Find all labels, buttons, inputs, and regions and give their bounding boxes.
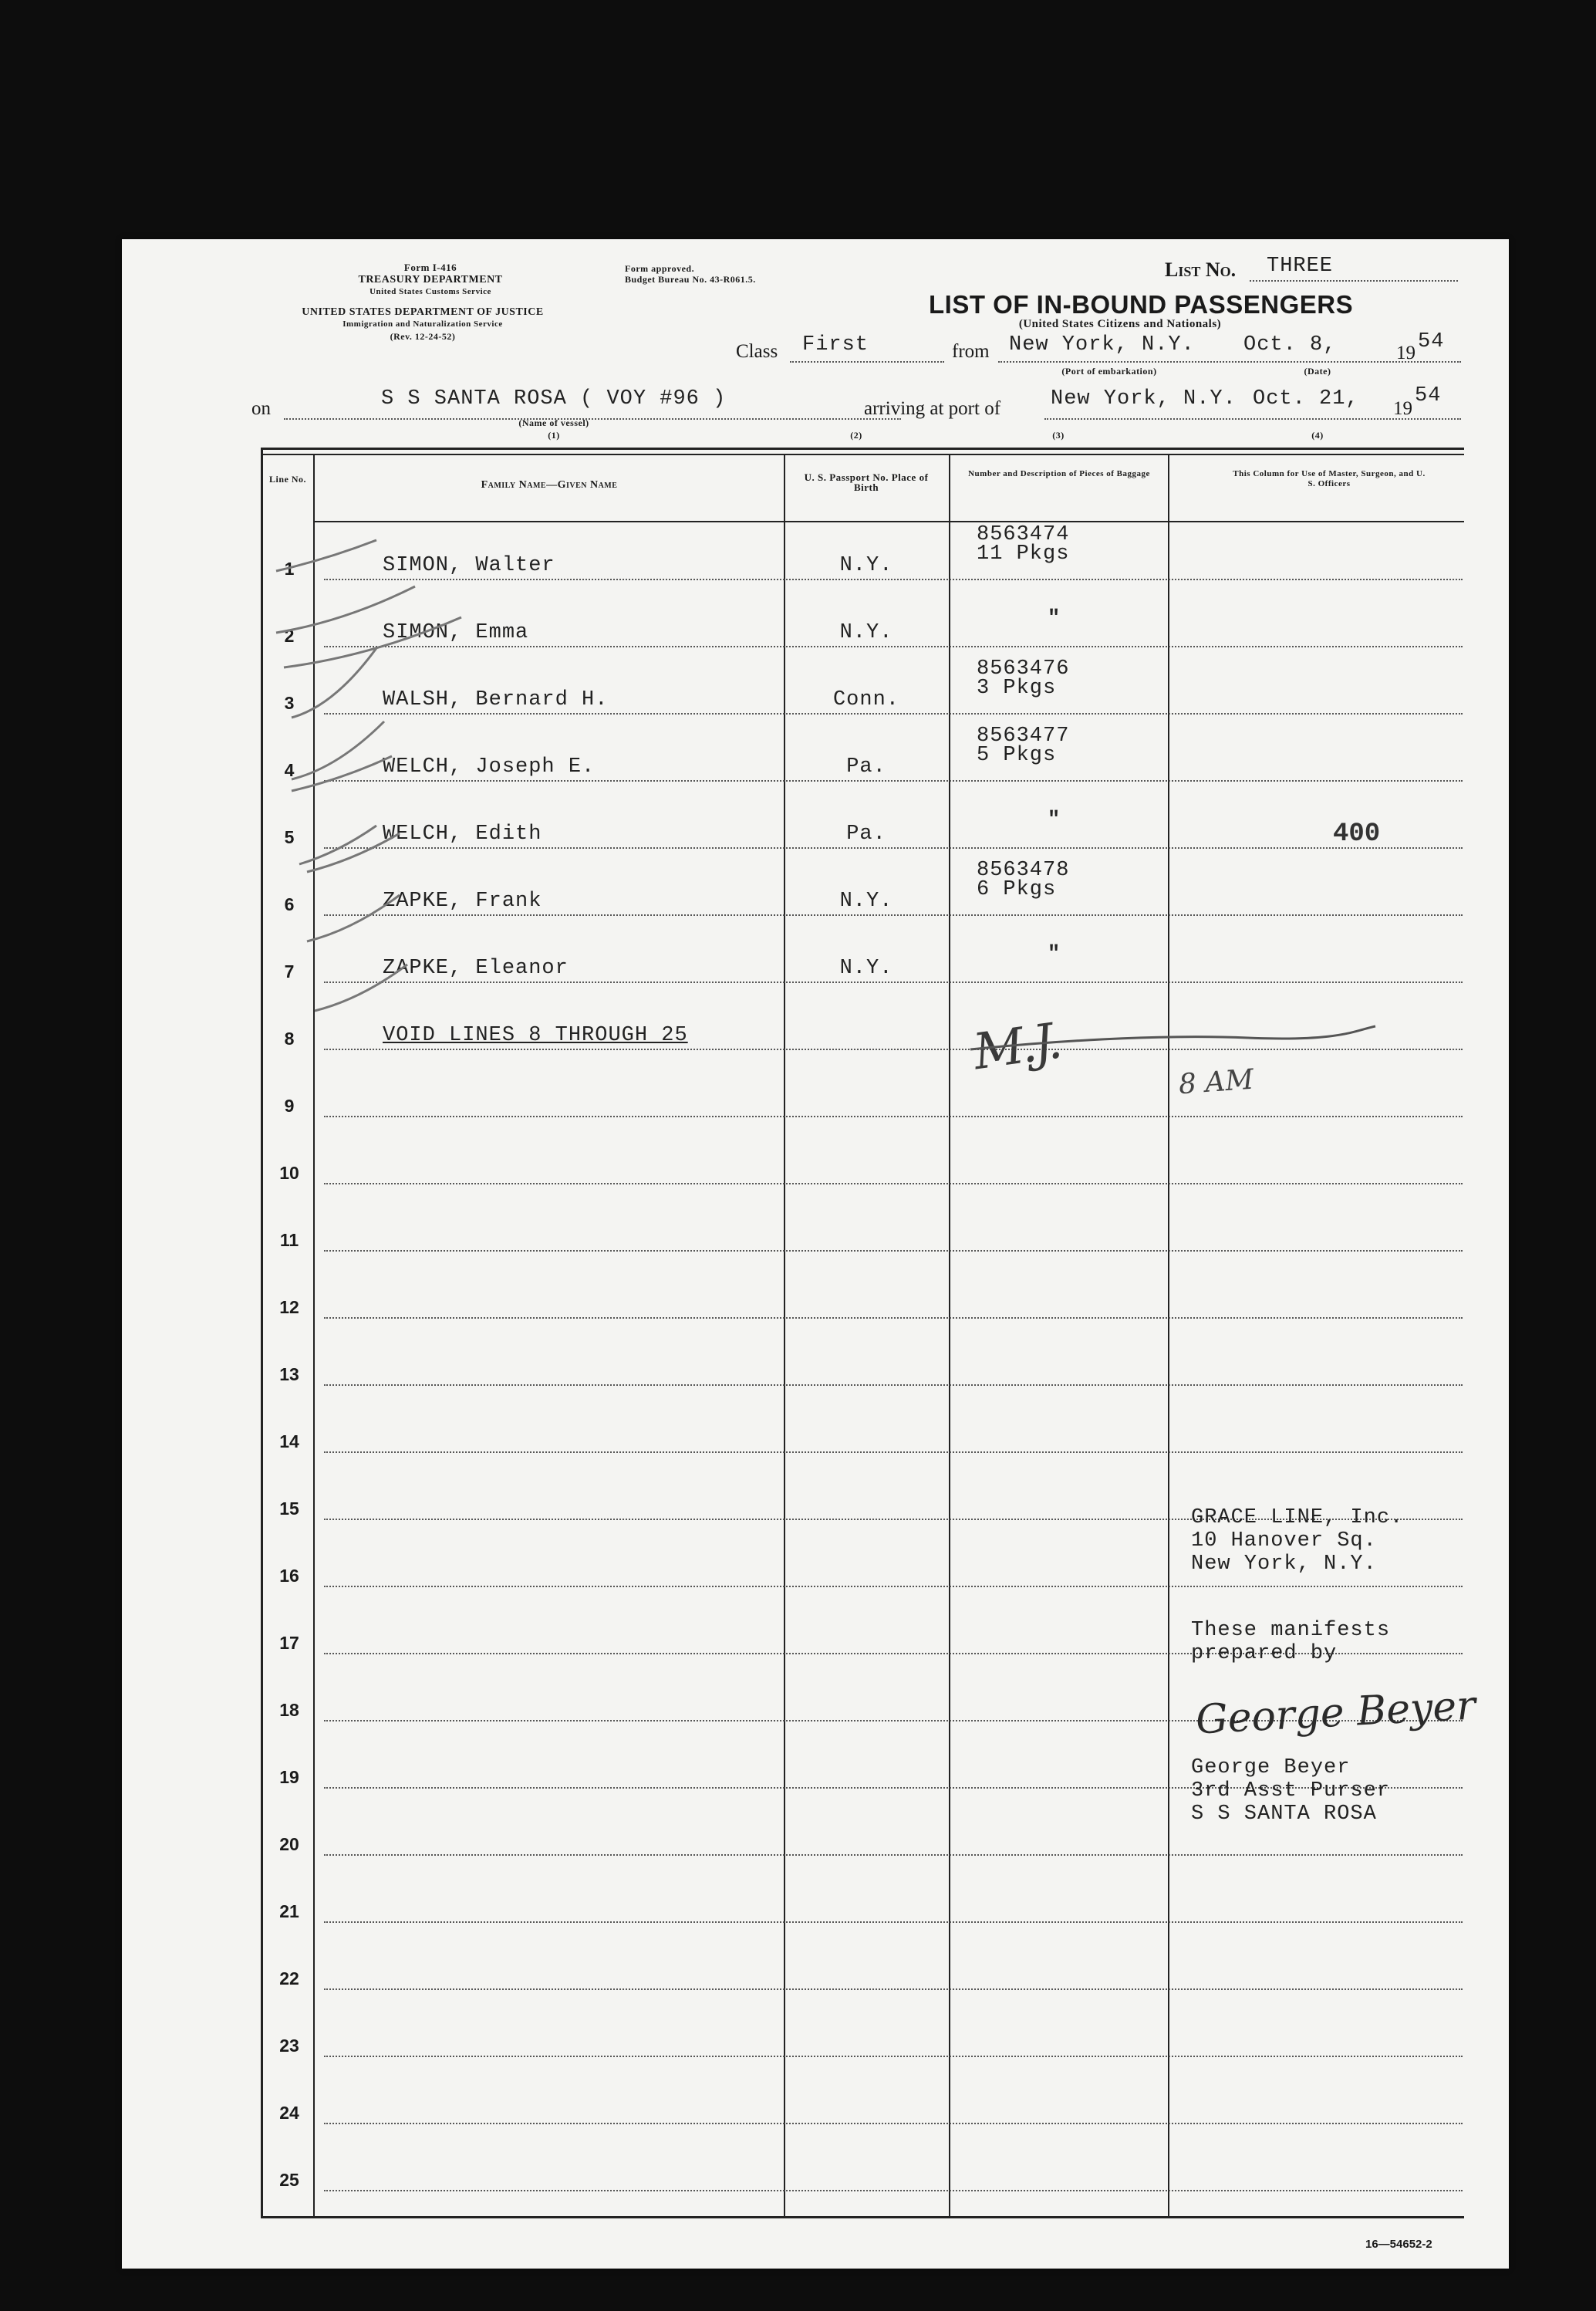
line-number: 11 xyxy=(279,1230,299,1250)
place-of-birth: N.Y. xyxy=(839,621,893,644)
prepared-line1: These manifests xyxy=(1191,1619,1391,1642)
row-dotted-line xyxy=(324,1451,1463,1453)
customs-service: United States Customs Service xyxy=(369,287,491,296)
baggage-ticket: 8563478 xyxy=(977,859,1070,882)
row-dotted-line xyxy=(324,1586,1463,1587)
arrival-year-prefix: 19 xyxy=(1393,398,1412,419)
line-number: 10 xyxy=(279,1163,299,1183)
depart-year-prefix: 19 xyxy=(1396,343,1415,363)
row-dotted-line xyxy=(324,2056,1463,2057)
row-dotted-line xyxy=(324,1854,1463,1856)
passenger-name: WELCH, Joseph E. xyxy=(383,755,596,779)
baggage-ditto: " xyxy=(1048,809,1061,832)
line-number: 2 xyxy=(284,626,295,646)
place-of-birth: Pa. xyxy=(846,823,886,846)
inspector-signature-stroke xyxy=(955,1011,1387,1065)
manifest-sheet xyxy=(122,239,1509,2269)
baggage-count: 3 Pkgs xyxy=(977,677,1057,700)
form-code: 16—54652-2 xyxy=(1365,2238,1432,2251)
pencil-check-marks xyxy=(261,532,724,1088)
place-of-birth: N.Y. xyxy=(839,890,893,913)
inspector-note: 8 AM xyxy=(1177,1063,1255,1101)
vessel-name: S S SANTA ROSA ( VOY #96 ) xyxy=(381,387,727,411)
prepared-line2: prepared by xyxy=(1191,1642,1338,1665)
line-number: 5 xyxy=(284,827,295,847)
place-of-birth: Conn. xyxy=(832,688,899,711)
line-number: 20 xyxy=(279,1834,299,1854)
vessel-caption: (Name of vessel) xyxy=(518,417,589,428)
revision-date: (Rev. 12-24-52) xyxy=(390,331,456,342)
col-passport: U. S. Passport No. Place of Birth xyxy=(804,471,929,493)
line-number: 17 xyxy=(279,1633,299,1653)
baggage-ditto: " xyxy=(1048,607,1061,630)
embarkation-port: New York, N.Y. xyxy=(1009,333,1195,356)
line-number: 7 xyxy=(284,961,295,981)
from-label: from xyxy=(952,341,990,362)
caption-1: (1) xyxy=(548,430,560,441)
row-dotted-line xyxy=(324,1116,1463,1117)
signer-ship: S S SANTA ROSA xyxy=(1191,1803,1377,1826)
table-top-rule xyxy=(261,448,1464,450)
justice-department: UNITED STATES DEPARTMENT OF JUSTICE xyxy=(302,306,544,318)
baggage-count: 5 Pkgs xyxy=(977,744,1057,767)
baggage-ditto: " xyxy=(1048,943,1061,966)
document-title: LIST OF IN-BOUND PASSENGERS xyxy=(929,290,1354,319)
row-dotted-line xyxy=(324,1250,1463,1252)
passenger-name: ZAPKE, Frank xyxy=(383,890,542,913)
arrival-port: New York, N.Y. xyxy=(1051,387,1237,411)
header-underline xyxy=(315,521,1464,522)
line-number: 25 xyxy=(279,2170,299,2190)
budget-bureau: Budget Bureau No. 43-R061.5. xyxy=(625,274,756,285)
place-of-birth: N.Y. xyxy=(839,957,893,980)
arrival-year: 54 xyxy=(1415,384,1442,407)
passenger-name: WALSH, Bernard H. xyxy=(383,688,609,711)
port-caption: (Port of embarkation) xyxy=(1061,366,1157,377)
list-no-label: List No. xyxy=(1165,258,1237,281)
officer-mark: 400 xyxy=(1333,819,1381,849)
row-dotted-line xyxy=(324,1384,1463,1386)
row-dotted-line xyxy=(324,2123,1463,2124)
passenger-name: SIMON, Walter xyxy=(383,554,555,577)
line-number: 1 xyxy=(284,559,295,579)
line-number: 18 xyxy=(279,1700,299,1720)
passenger-name: SIMON, Emma xyxy=(383,621,529,644)
form-number: Form I-416 xyxy=(403,262,457,273)
treasury-department: TREASURY DEPARTMENT xyxy=(358,274,503,285)
form-approved: Form approved. xyxy=(625,263,695,274)
list-no-value: THREE xyxy=(1267,255,1334,278)
company-address: 10 Hanover Sq. xyxy=(1191,1529,1377,1552)
line-number: 4 xyxy=(284,760,295,780)
line-number: 13 xyxy=(279,1364,299,1384)
caption-4: (4) xyxy=(1311,430,1324,441)
col-officers: This Column for Use of Master, Surgeon, and U. S. Officers xyxy=(1233,469,1426,488)
passenger-name: ZAPKE, Eleanor xyxy=(383,957,569,980)
caption-2: (2) xyxy=(850,430,862,441)
row-dotted-line xyxy=(324,1317,1463,1319)
arriving-label: arriving at port of xyxy=(864,398,1001,419)
line-number: 24 xyxy=(279,2103,299,2123)
line-number: 23 xyxy=(279,2036,299,2056)
row-dotted-line xyxy=(324,1183,1463,1184)
table-bottom-rule xyxy=(261,2216,1464,2218)
company-name: GRACE LINE, Inc. xyxy=(1191,1506,1404,1529)
line-number: 12 xyxy=(279,1297,299,1317)
class-value: First xyxy=(802,333,869,356)
ins-service: Immigration and Naturalization Service xyxy=(342,319,503,329)
arrival-date: Oct. 21, xyxy=(1253,387,1359,411)
departure-year: 54 xyxy=(1418,330,1445,353)
date-caption: (Date) xyxy=(1304,366,1331,377)
line-number: 9 xyxy=(284,1096,295,1116)
line-number: 14 xyxy=(279,1431,299,1451)
line-number: 3 xyxy=(284,693,295,713)
line-number: 21 xyxy=(279,1901,299,1921)
row-dotted-line xyxy=(324,1988,1463,1990)
on-label: on xyxy=(251,398,271,419)
col-line-no: Line No. xyxy=(268,474,306,485)
signer-name: George Beyer xyxy=(1191,1756,1351,1779)
signer-title: 3rd Asst Purser xyxy=(1191,1779,1391,1803)
col-name: Family Name—Given Name xyxy=(481,479,618,491)
baggage-count: 6 Pkgs xyxy=(977,878,1057,901)
line-number: 19 xyxy=(279,1767,299,1787)
purser-signature: George Beyer xyxy=(1194,1682,1477,1744)
document-subtitle: (United States Citizens and Nationals) xyxy=(1018,318,1222,330)
line-number: 8 xyxy=(284,1029,295,1049)
line-number: 15 xyxy=(279,1498,299,1519)
inspector-signature: M.J. xyxy=(970,1012,1063,1082)
place-of-birth: N.Y. xyxy=(839,554,893,577)
class-label: Class xyxy=(736,341,778,362)
line-number: 16 xyxy=(279,1566,299,1586)
baggage-count: 11 Pkgs xyxy=(977,542,1070,566)
caption-3: (3) xyxy=(1052,430,1065,441)
place-of-birth: Pa. xyxy=(846,755,886,779)
baggage-ticket: 8563476 xyxy=(977,657,1070,681)
line-number: 22 xyxy=(279,1968,299,1988)
col-baggage: Number and Description of Pieces of Baggage xyxy=(968,469,1150,478)
company-city: New York, N.Y. xyxy=(1191,1552,1377,1576)
row-dotted-line xyxy=(324,1921,1463,1923)
baggage-ticket: 8563477 xyxy=(977,725,1070,748)
departure-date: Oct. 8, xyxy=(1243,333,1337,356)
passenger-name: WELCH, Edith xyxy=(383,823,542,846)
row-dotted-line xyxy=(324,2190,1463,2191)
baggage-ticket: 8563474 xyxy=(977,523,1070,546)
line-number: 6 xyxy=(284,894,295,914)
passenger-name: VOID LINES 8 THROUGH 25 xyxy=(383,1024,688,1047)
